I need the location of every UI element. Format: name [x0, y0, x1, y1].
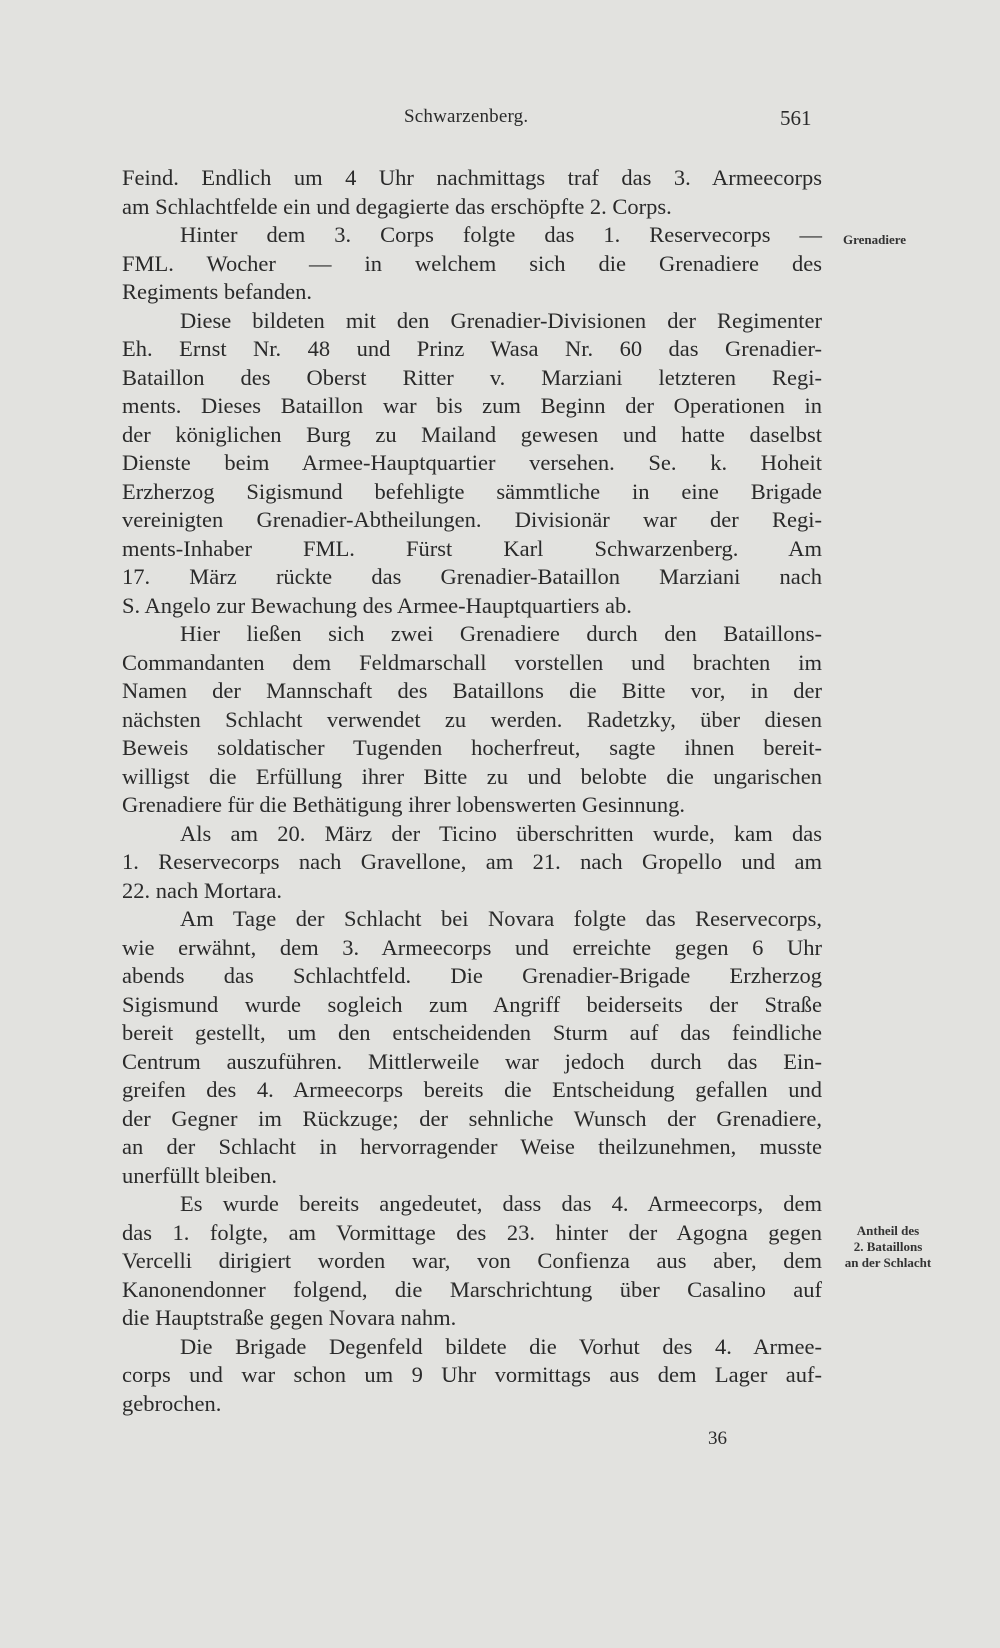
- text-line: Beweis soldatischer Tugenden hocherfreut, sagte ihnen bereit-: [122, 735, 822, 760]
- text-line: S. Angelo zur Bewachung des Armee-Hauptquartiers ab.: [122, 592, 632, 618]
- body-text: [122, 164, 822, 1418]
- text-line: ments-Inhaber FML. Fürst Karl Schwarzenberg. Am: [122, 535, 822, 561]
- text-line: vereinigten Grenadier-Abtheilungen. Divisionär war der Regi-: [122, 507, 822, 532]
- text-line: an der Schlacht in hervorragender Weise theilzunehmen, musste: [122, 1134, 822, 1159]
- text-line: unerfüllt bleiben.: [122, 1162, 277, 1188]
- text-line: die Hauptstraße gegen Novara nahm.: [122, 1305, 457, 1330]
- text-line: Am Tage der Schlacht bei Novara folgte das Reservecorps,: [180, 906, 822, 931]
- margin-note-antheil-line3: an der Schlacht: [844, 1255, 932, 1270]
- text-line: Centrum auszuführen. Mittlerweile war jedoch durch das Ein-: [122, 1048, 822, 1074]
- margin-note-antheil: [832, 1223, 944, 1271]
- text-line: Dienste beim Armee-Hauptquartier versehen. Se. k. Hoheit: [122, 450, 822, 475]
- text-line: greifen des 4. Armeecorps bereits die Entscheidung gefallen und: [122, 1077, 822, 1102]
- text-line: Grenadiere für die Bethätigung ihrer lobenswerten Gesinnung.: [122, 792, 685, 817]
- text-line: FML. Wocher — in welchem sich die Grenadiere des: [122, 250, 822, 276]
- text-line: Hinter dem 3. Corps folgte das 1. Reservecorps —: [180, 222, 822, 247]
- text-line: Commandanten dem Feldmarschall vorstellen und brachten im: [122, 649, 822, 675]
- text-line: Kanonendonner folgend, die Marschrichtung über Casalino auf: [122, 1276, 822, 1302]
- running-head: Schwarzenberg.: [404, 106, 529, 127]
- page-number: 561: [780, 106, 812, 130]
- margin-note-grenadiere: Grenadiere: [843, 232, 907, 247]
- text-line: Diese bildeten mit den Grenadier-Divisionen der Regimenter: [180, 307, 822, 333]
- text-line: bereit gestellt, um den entscheidenden Sturm auf das feindliche: [122, 1020, 822, 1045]
- text-line: ments. Dieses Bataillon war bis zum Beginn der Operationen in: [122, 393, 822, 418]
- text-line: Hier ließen sich zwei Grenadiere durch den Bataillons-: [180, 621, 822, 646]
- text-line: corps und war schon um 9 Uhr vormittags aus dem Lager auf-: [122, 1362, 822, 1387]
- text-line: willigst die Erfüllung ihrer Bitte zu und belobte die ungarischen: [122, 763, 822, 789]
- text-line: Feind. Endlich um 4 Uhr nachmittags traf das 3. Armeecorps: [122, 165, 822, 190]
- text-line: Als am 20. März der Ticino überschritten wurde, kam das: [180, 820, 822, 846]
- text-line: der Gegner im Rückzuge; der sehnliche Wunsch der Grenadiere,: [122, 1105, 822, 1131]
- text-line: das 1. folgte, am Vormittage des 23. hinter der Agogna gegen: [122, 1219, 822, 1245]
- text-line: 17. März rückte das Grenadier-Bataillon Marziani nach: [122, 564, 822, 589]
- text-line: Erzherzog Sigismund befehligte sämmtliche in eine Brigade: [122, 478, 822, 504]
- text-line: Namen der Mannschaft des Bataillons die Bitte vor, in der: [122, 678, 822, 703]
- text-line: abends das Schlachtfeld. Die Grenadier-Brigade Erzherzog: [122, 963, 822, 988]
- signature-mark: 36: [708, 1428, 727, 1449]
- text-line: Vercelli dirigiert worden war, von Confienza aus aber, dem: [122, 1248, 822, 1273]
- margin-note-antheil-line1: Antheil des: [856, 1223, 920, 1238]
- text-line: nächsten Schlacht verwendet zu werden. Radetzky, über diesen: [122, 706, 822, 732]
- text-line: Regiments befanden.: [122, 279, 312, 304]
- margin-note-antheil-line2: 2. Bataillons: [853, 1239, 923, 1254]
- text-line: am Schlachtfelde ein und degagierte das erschöpfte 2. Corps.: [122, 193, 672, 219]
- text-line: wie erwähnt, dem 3. Armeecorps und erreichte gegen 6 Uhr: [122, 934, 822, 960]
- text-line: Sigismund wurde sogleich zum Angriff beiderseits der Straße: [122, 991, 822, 1017]
- text-line: der königlichen Burg zu Mailand gewesen und hatte daselbst: [122, 421, 822, 447]
- text-line: Eh. Ernst Nr. 48 und Prinz Wasa Nr. 60 das Grenadier-: [122, 336, 822, 361]
- text-line: Die Brigade Degenfeld bildete die Vorhut des 4. Armee-: [180, 1333, 822, 1359]
- text-line: Bataillon des Oberst Ritter v. Marziani letzteren Regi-: [122, 364, 822, 390]
- text-line: Es wurde bereits angedeutet, dass das 4. Armeecorps, dem: [180, 1191, 822, 1216]
- text-line: 1. Reservecorps nach Gravellone, am 21. nach Gropello und am: [122, 849, 822, 874]
- text-line: 22. nach Mortara.: [122, 877, 282, 903]
- text-line: gebrochen.: [122, 1390, 222, 1416]
